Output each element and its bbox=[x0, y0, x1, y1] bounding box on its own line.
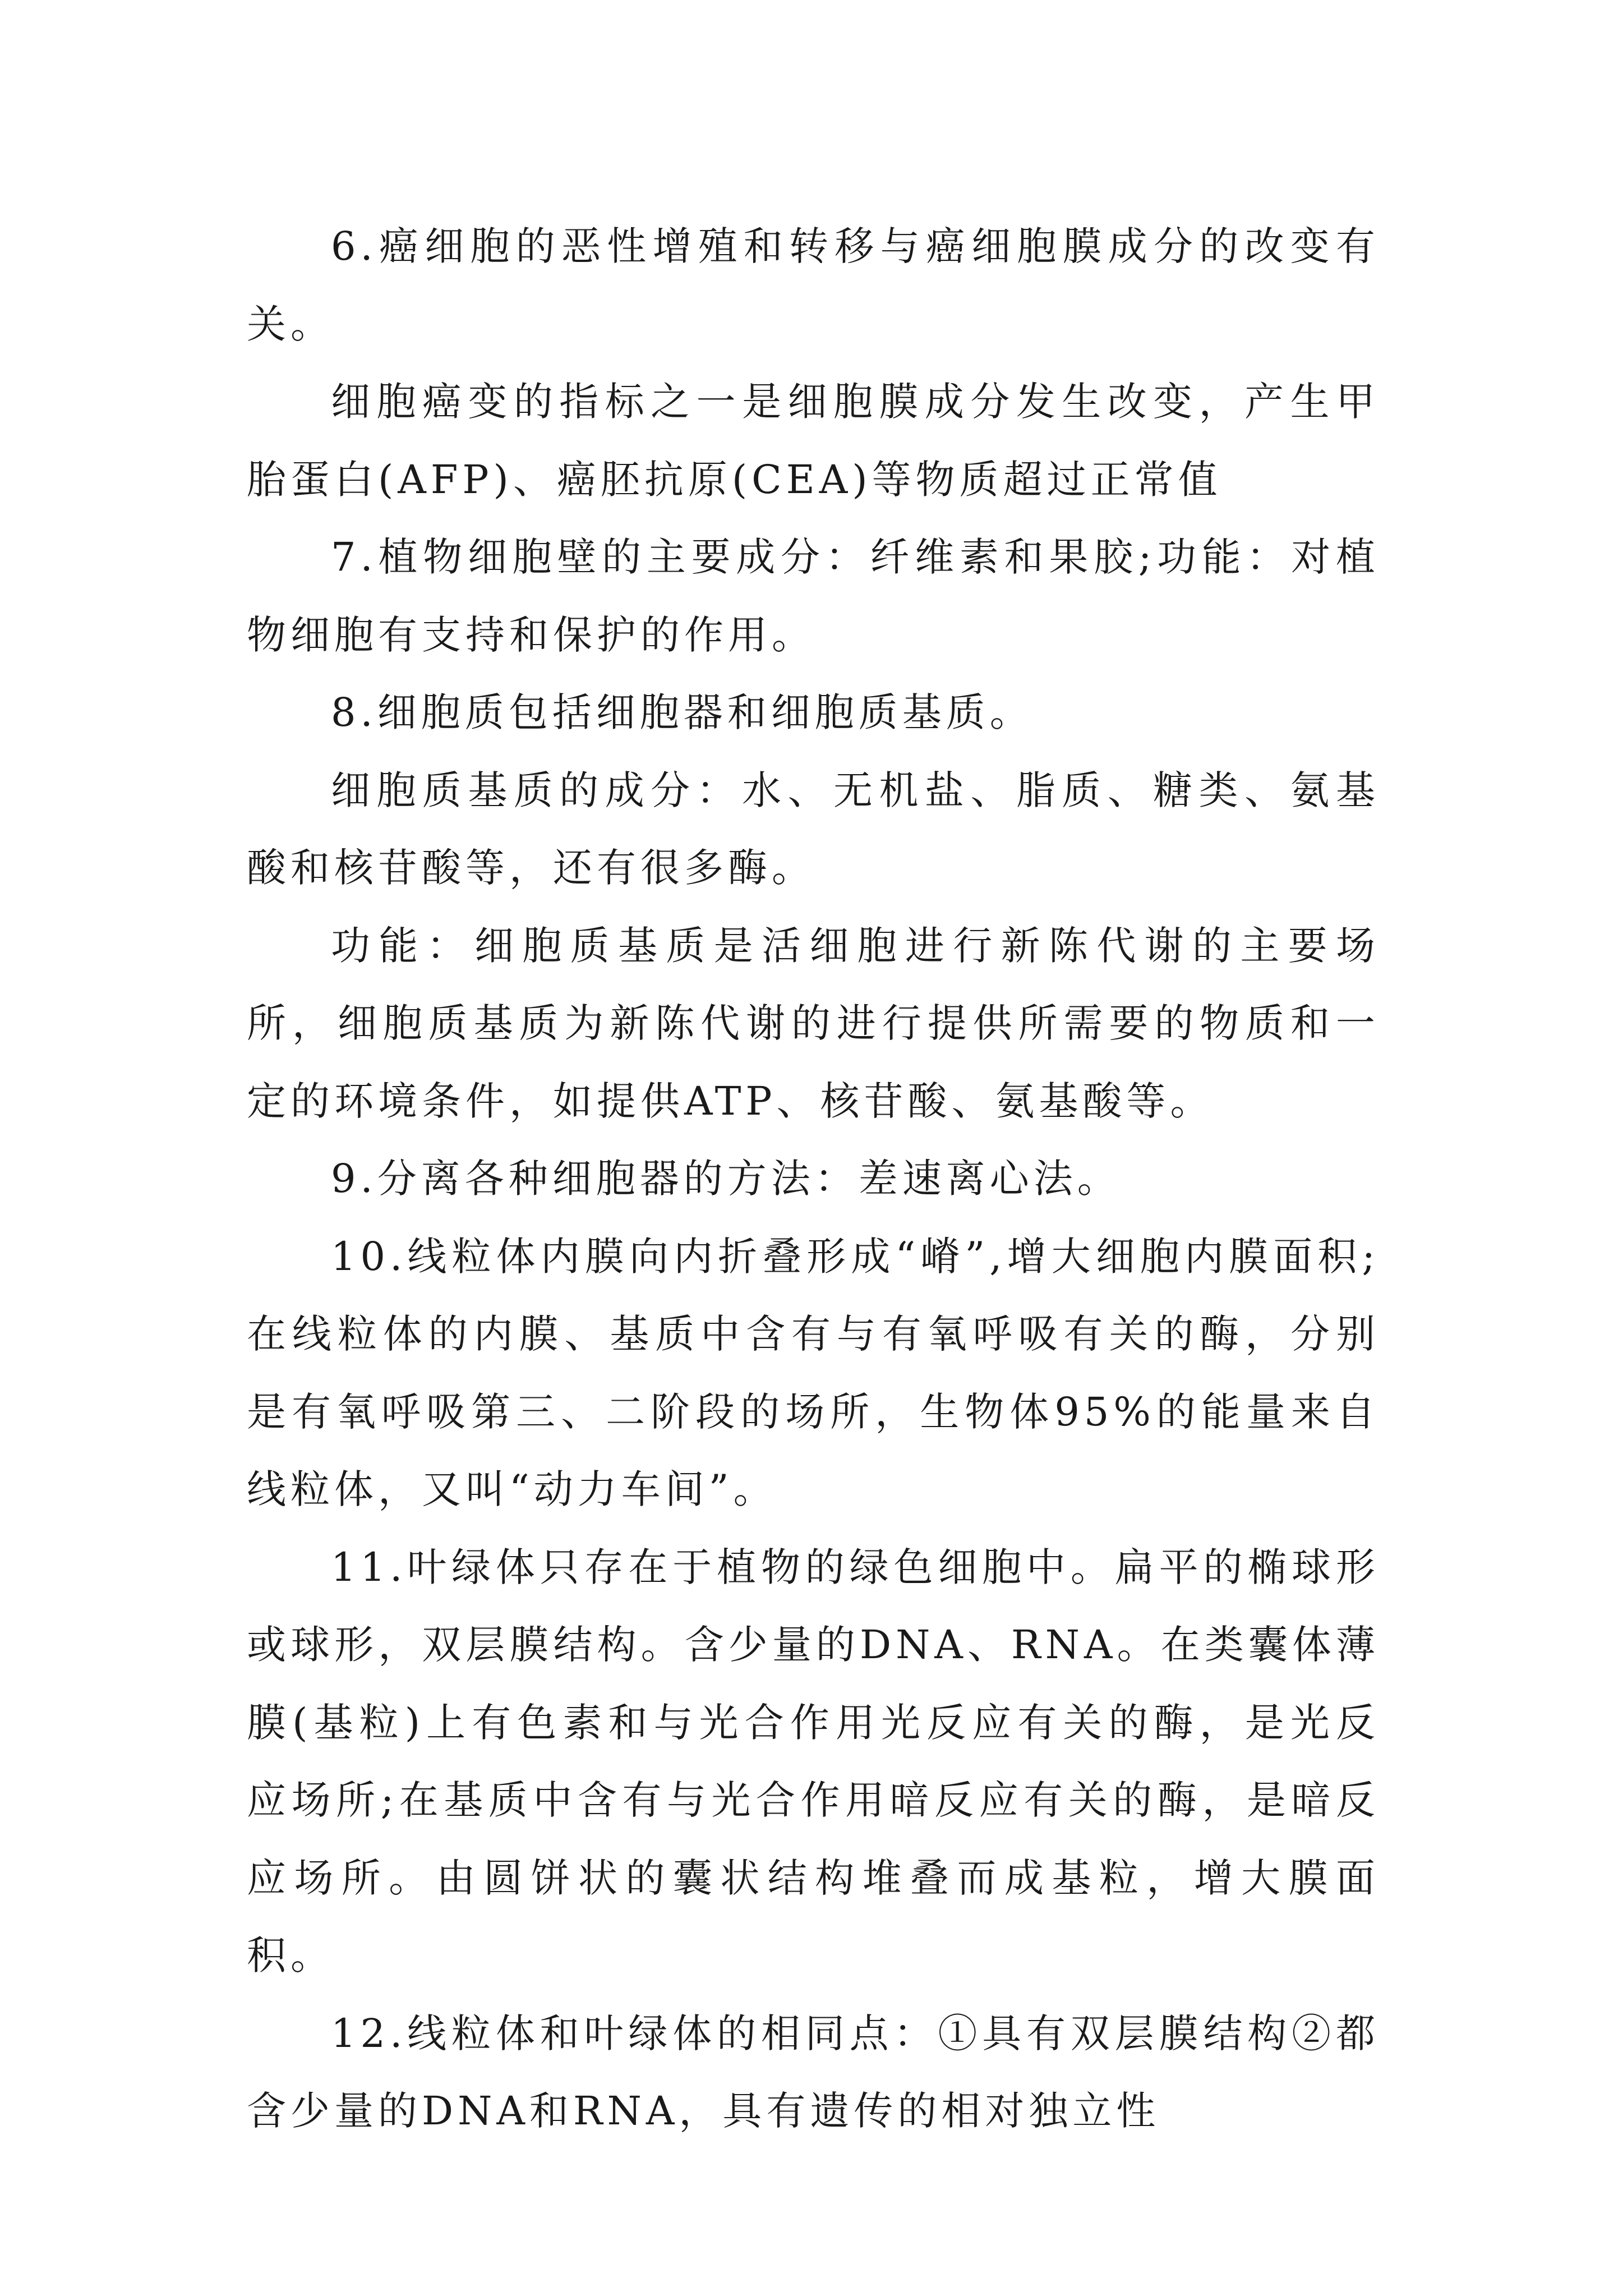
paragraph-cancer-indicator: 细胞癌变的指标之一是细胞膜成分发生改变，产生甲胎蛋白(AFP)、癌胚抗原(CEA)等物质超过正常值 bbox=[247, 379, 1380, 503]
paragraph-cytosol-function: 功能：细胞质基质是活细胞进行新陈代谢的主要场所，细胞质基质为新陈代谢的进行提供所需要的物质和一定的环境条件，如提供ATP、核苷酸、氨基酸等。 bbox=[247, 922, 1380, 1124]
paragraph-item-8: 8.细胞质包括细胞器和细胞质基质。 bbox=[331, 689, 1034, 735]
paragraph-item-11: 11.叶绿体只存在于植物的绿色细胞中。扁平的椭球形或球形，双层膜结构。含少量的DNA、RNA。在类囊体薄膜(基粒)上有色素和与光合作用光反应有关的酶，是光反应场所;在基质中含有与光合作用暗反应有关的酶，是暗反应场所。由圆饼状的囊状结构堆叠而成基粒，增大膜面积。 bbox=[247, 1544, 1380, 1978]
paragraph-cytosol-composition: 细胞质基质的成分：水、无机盐、脂质、糖类、氨基酸和核苷酸等，还有很多酶。 bbox=[247, 767, 1380, 891]
paragraph-item-12: 12.线粒体和叶绿体的相同点：①具有双层膜结构②都含少量的DNA和RNA，具有遗传的相对独立性 bbox=[247, 2010, 1380, 2134]
paragraph-item-7: 7.植物细胞壁的主要成分：纤维素和果胶;功能：对植物细胞有支持和保护的作用。 bbox=[247, 534, 1380, 658]
paragraph-item-6: 6.癌细胞的恶性增殖和转移与癌细胞膜成分的改变有关。 bbox=[247, 223, 1380, 347]
document-body bbox=[247, 208, 1380, 2150]
paragraph-item-10: 10.线粒体内膜向内折叠形成“嵴”,增大细胞内膜面积;在线粒体的内膜、基质中含有与有氧呼吸有关的酶，分别是有氧呼吸第三、二阶段的场所，生物体95%的能量来自线粒体，又叫“动力车间”。 bbox=[247, 1233, 1380, 1512]
paragraph-item-9: 9.分离各种细胞器的方法：差速离心法。 bbox=[331, 1156, 1121, 1202]
